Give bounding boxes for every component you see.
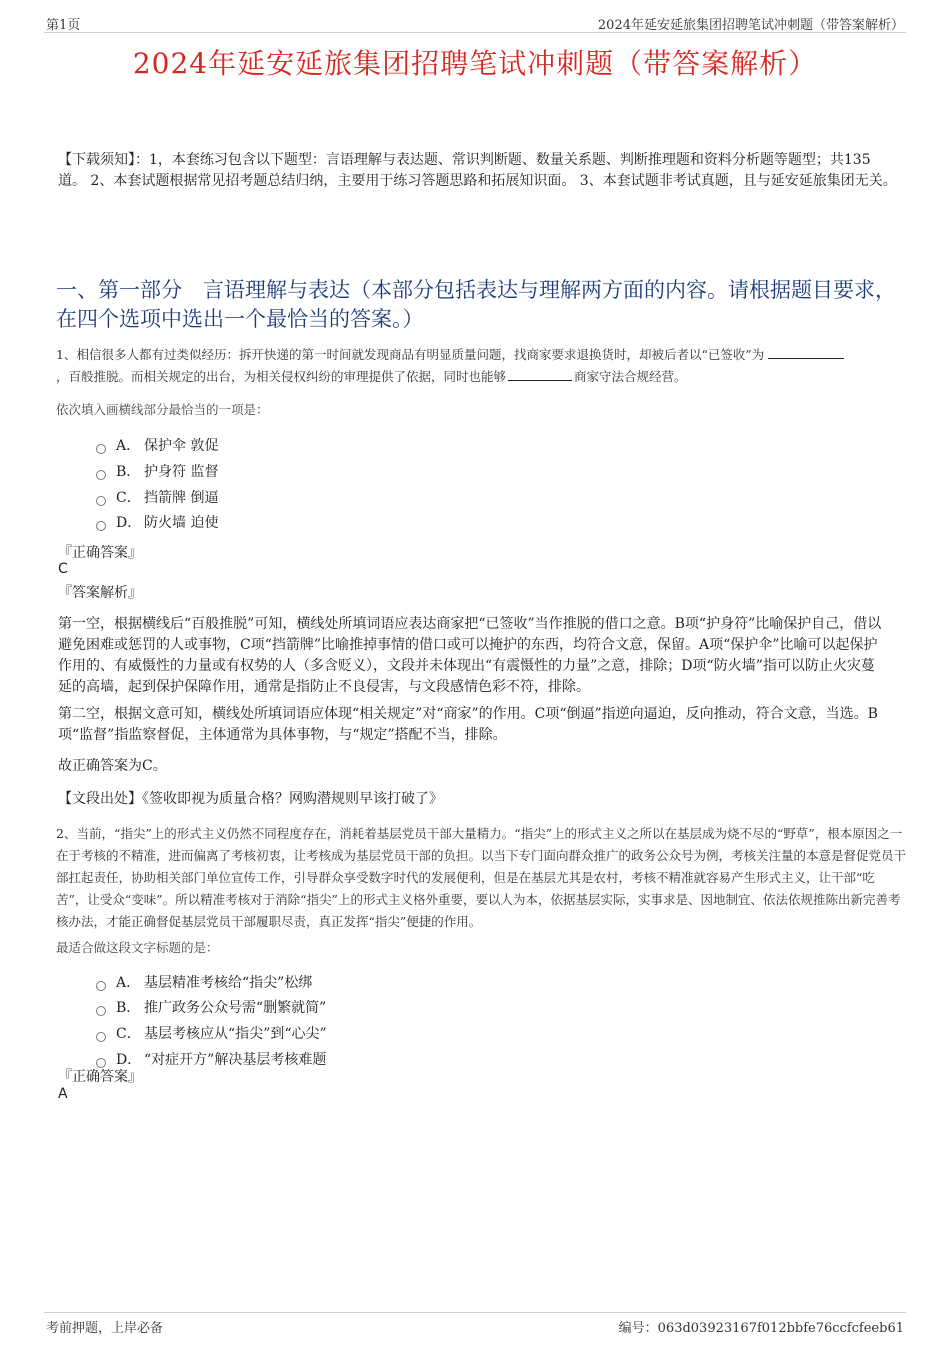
download-notice: 【下载须知】：1，本套练习包含以下题型：言语理解与表达题、常识判断题、数量关系题、判断推理题和资料分析题等题型；共135道。 2、本套试题根据常见招考题总结归纳，主要用于练习答题思路和拓展知识面。 3、本套试题非考试真题，且与延安延旅集团无关。 — [58, 152, 897, 189]
question-1-text: 1、相信很多人都有过类似经历：拆开快递的第一时间就发现商品有明显质量问题，找商家要求退换货时，却被后者以“已签收”为 ，百般推脱。而相关规定的出台，为相关侵权纠纷的审理提供了依据，同时也能够 商家守法合规经营。 — [56, 344, 906, 388]
page-title: 2024年延安延旅集团招聘笔试冲刺题（带答案解析） — [132, 47, 818, 80]
q2-option-c[interactable]: C． 基层考核应从“指尖”到“心尖” — [96, 1024, 327, 1044]
radio-icon[interactable] — [96, 1006, 106, 1016]
blank-1 — [768, 345, 844, 359]
q1-analysis-1: 第一空，根据横线后“百般推脱”可知，横线处所填词语应表达商家把“已签收”当作推脱的借口之意。B项“护身符”比喻保护自己，借以避免困难或惩罚的人或事物，C项“挡箭牌”比喻推掉事情的借口或可以掩护的东西，均符合文意，保留。A项“保护伞”比喻可以起保护作用的、有威慑性的力量或有权势的人（多含贬义），文段并未体现出“有震慑性的力量”之意，排除；D项“防火墙”指可以防止火灾蔓延的高墙，起到保护保障作用，通常是指防止不良侵害，与文段感情色彩不符，排除。 — [58, 616, 882, 695]
q1-analysis-label: 『答案解析』 — [58, 585, 142, 601]
blank-2 — [508, 367, 572, 381]
q1-answer: C — [58, 561, 68, 577]
footer-doc-id: 编号：063d03923167f012bbfe76ccfcfeeb61 — [618, 1321, 904, 1336]
radio-icon[interactable] — [96, 444, 106, 454]
page-header — [44, 12, 906, 33]
question-2-prompt: 最适合做这段文字标题的是： — [56, 940, 219, 955]
q2-option-d[interactable]: D． “对症开方”解决基层考核难题 — [96, 1050, 326, 1070]
q1-option-b[interactable]: B． 护身符 监督 — [96, 462, 218, 482]
radio-icon[interactable] — [96, 981, 106, 991]
q1-answer-label: 『正确答案』 — [58, 545, 142, 561]
radio-icon[interactable] — [96, 1032, 106, 1042]
radio-icon[interactable] — [96, 470, 106, 480]
q2-option-a[interactable]: A． 基层精准考核给“指尖”松绑 — [96, 973, 312, 993]
q2-answer: A — [58, 1086, 68, 1102]
q1-source: 【文段出处】《签收即视为质量合格？网购潜规则早该打破了》 — [58, 791, 443, 807]
q1-analysis-2: 第二空，根据文意可知，横线处所填词语应体现“相关规定”对“商家”的作用。C项“倒逼”指逆向逼迫，反向推动，符合文意，当选。B项“监督”指监察督促，主体通常为具体事物，与“规定”搭配不当，排除。 — [58, 706, 878, 743]
q2-option-b[interactable]: B． 推广政务公众号需“删繁就简” — [96, 998, 326, 1018]
q2-answer-label: 『正确答案』 — [58, 1069, 142, 1085]
q1-option-d[interactable]: D． 防火墙 迫使 — [96, 513, 218, 533]
q1-conclusion: 故正确答案为C。 — [58, 758, 167, 774]
q1-option-c[interactable]: C． 挡箭牌 倒逼 — [96, 488, 218, 508]
header-doc-title: 2024年延安延旅集团招聘笔试冲刺题（带答案解析） — [597, 18, 904, 33]
question-1-prompt: 依次填入画横线部分最恰当的一项是： — [56, 402, 269, 417]
question-2-text: 2、当前，“指尖”上的形式主义仍然不同程度存在，消耗着基层党员干部大量精力。“指尖”上的形式主义之所以在基层成为烧不尽的“野草”，根本原因之一在于考核的不精准，进而偏离了考核初衷，让考核成为基层党员干部的负担。以当下专门面向群众推广的政务公众号为例，考核关注量的本意是督促党员干部扛起责任，协助相关部门单位宣传工作，引导群众享受数字时代的发展便利，但是在基层尤其是农村，考核不精准就容易产生形式主义，让干部“吃苦”，让受众“变味”。所以精准考核对于消除“指尖”上的形式主义格外重要，要以人为本，依据基层实际，实事求是、因地制宜、依法依规推陈出新完善考核办法，才能正确督促基层党员干部履职尽责，真正发挥“指尖”便捷的作用。 — [56, 826, 907, 929]
section-heading: 一、第一部分 言语理解与表达（本部分包括表达与理解两方面的内容。请根据题目要求，在四个选项中选出一个最恰当的答案。） — [56, 278, 896, 331]
radio-icon[interactable] — [96, 496, 106, 506]
footer-slogan: 考前押题，上岸必备 — [46, 1321, 164, 1336]
page-footer — [44, 1312, 906, 1336]
page-number: 第1页 — [46, 18, 81, 33]
q1-option-a[interactable]: A． 保护伞 敦促 — [96, 436, 218, 456]
radio-icon[interactable] — [96, 521, 106, 531]
